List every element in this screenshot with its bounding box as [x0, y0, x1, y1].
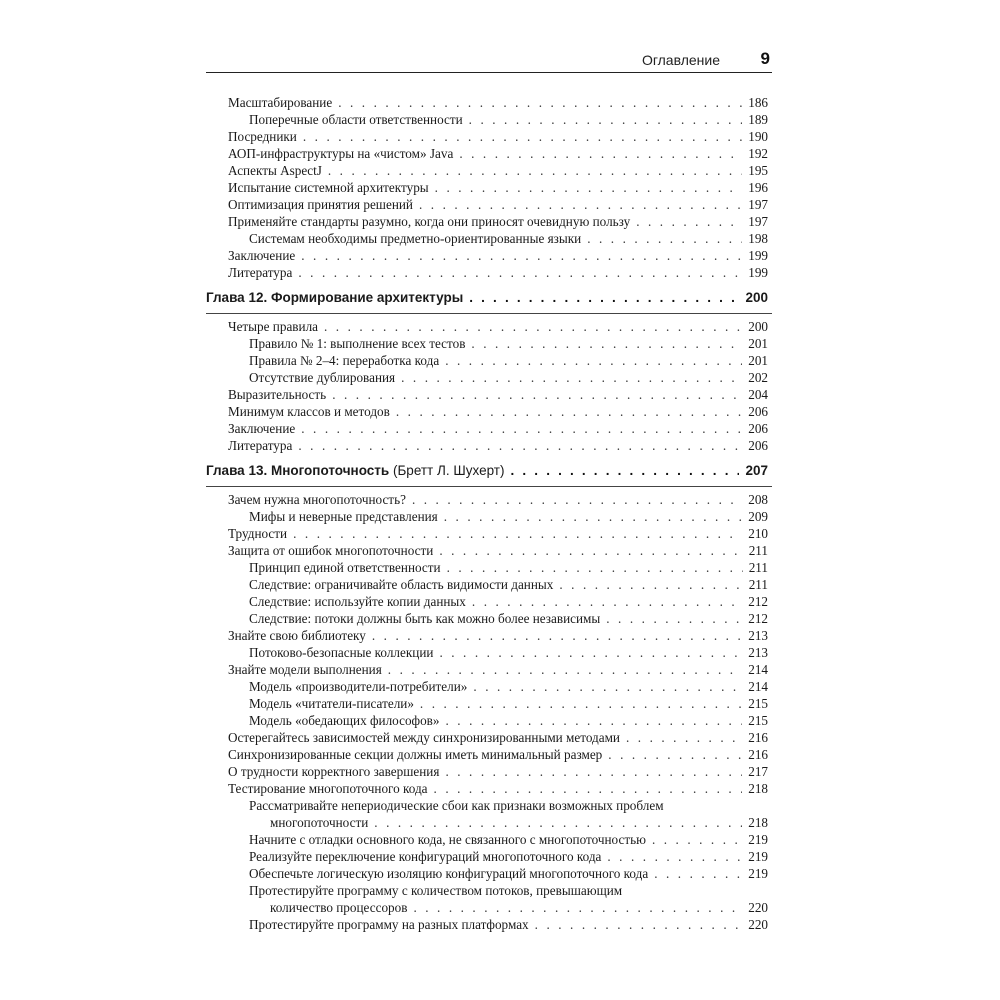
toc-entry — [206, 882, 772, 916]
dot-leader — [608, 746, 742, 763]
entry-title: Модель «производители-потребители» — [249, 679, 468, 694]
dot-leader — [338, 94, 742, 111]
toc-entry — [206, 661, 772, 678]
toc-subentry — [206, 593, 772, 610]
dot-leader — [298, 264, 742, 281]
page-number: 209 — [748, 509, 768, 524]
dot-leader — [374, 814, 742, 831]
toc-subentry — [206, 695, 772, 712]
page-number: 220 — [748, 900, 768, 915]
entry-title: Начните с отладки основного кода, не связанного с многопоточностью — [249, 832, 646, 847]
entry-title: Испытание системной архитектуры — [228, 180, 429, 195]
dot-leader — [420, 695, 742, 712]
dot-leader — [439, 542, 742, 559]
page-number: 196 — [748, 180, 768, 195]
entry-title: Масштабирование — [228, 95, 333, 110]
toc-subentry — [206, 865, 772, 882]
dot-leader — [473, 678, 742, 695]
page-number: 216 — [748, 747, 768, 762]
entry-title: Правила № 2–4: переработка кода — [249, 353, 440, 368]
entry-title: Оптимизация принятия решений — [228, 197, 413, 212]
toc-entry — [206, 162, 772, 179]
toc-chapter-heading — [206, 289, 772, 314]
page-number: 216 — [748, 730, 768, 745]
page-number: 213 — [748, 628, 768, 643]
toc-subentry — [206, 230, 772, 247]
entry-title: Потоково-безопасные коллекции — [249, 645, 434, 660]
page-number: 211 — [748, 543, 768, 558]
dot-leader — [435, 179, 743, 196]
page-number: 217 — [748, 764, 768, 779]
toc-subentry — [206, 335, 772, 352]
entry-title: Правило № 1: выполнение всех тестов — [249, 336, 466, 351]
toc-entry — [206, 213, 772, 230]
entry-title: Мифы и неверные представления — [249, 509, 438, 524]
entry-title: Модель «читатели-писатели» — [249, 696, 414, 711]
dot-leader — [328, 162, 742, 179]
page-number: 199 — [748, 265, 768, 280]
page-number: 192 — [748, 146, 768, 161]
toc-subentry — [206, 916, 772, 933]
page-number: 189 — [748, 112, 768, 127]
dot-leader — [298, 437, 742, 454]
entry-title: Синхронизированные секции должны иметь минимальный размер — [228, 747, 603, 762]
page-number: 190 — [748, 129, 768, 144]
page-number: 213 — [748, 645, 768, 660]
dot-leader — [626, 729, 742, 746]
page-number: 201 — [748, 336, 768, 351]
page-number: 219 — [748, 849, 768, 864]
entry-title: Следствие: потоки должны быть как можно более независимы — [249, 611, 601, 626]
page-number: 215 — [748, 696, 768, 711]
entry-title-line2: многопоточности — [270, 815, 369, 830]
page-number: 214 — [748, 662, 768, 677]
header-page-number: 9 — [760, 49, 770, 68]
entry-title: Выразительность — [228, 387, 327, 402]
toc-entry — [206, 525, 772, 542]
entry-title: Следствие: ограничивайте область видимости данных — [249, 577, 554, 592]
page-number: 197 — [748, 214, 768, 229]
entry-title: Протестируйте программу на разных платформах — [249, 917, 529, 932]
toc-subentry — [206, 576, 772, 593]
toc-entry — [206, 746, 772, 763]
page-number: 208 — [748, 492, 768, 507]
page-number: 202 — [748, 370, 768, 385]
dot-leader — [510, 462, 739, 480]
dot-leader — [559, 576, 742, 593]
toc-entry — [206, 403, 772, 420]
toc-entry — [206, 797, 772, 831]
entry-title: Знайте свою библиотеку — [228, 628, 366, 643]
dot-leader — [401, 369, 742, 386]
entry-title: Зачем нужна многопоточность? — [228, 492, 406, 507]
dot-leader — [636, 213, 742, 230]
toc-subentry — [206, 369, 772, 386]
dot-leader — [301, 420, 742, 437]
page-number: 220 — [748, 917, 768, 932]
entry-title: Применяйте стандарты разумно, когда они приносят очевидную пользу — [228, 214, 631, 229]
page-number: 206 — [748, 404, 768, 419]
dot-leader — [324, 318, 742, 335]
entry-title: Обеспечьте логическую изоляцию конфигураций многопоточного кода — [249, 866, 649, 881]
entry-title: Остерегайтесь зависимостей между синхронизированными методами — [228, 730, 620, 745]
page-number: 218 — [748, 781, 768, 796]
dot-leader — [445, 763, 742, 780]
dot-leader — [587, 230, 742, 247]
dot-leader — [459, 145, 742, 162]
entry-title: Поперечные области ответственности — [249, 112, 463, 127]
entry-title: Аспекты AspectJ — [228, 163, 322, 178]
entry-title: Принцип единой ответственности — [249, 560, 441, 575]
table-of-contents — [206, 94, 772, 933]
toc-subentry — [206, 508, 772, 525]
toc-entry — [206, 780, 772, 797]
toc-entry — [206, 729, 772, 746]
page-number: 200 — [745, 290, 768, 305]
toc-entry — [206, 196, 772, 213]
page-number: 186 — [748, 95, 768, 110]
chapter-title-text: Глава 13. Многопоточность — [206, 463, 390, 478]
entry-title: АОП-инфраструктуры на «чистом» Java — [228, 146, 454, 161]
dot-leader — [469, 289, 739, 307]
dot-leader — [607, 848, 742, 865]
entry-title: Модель «обедающих философов» — [249, 713, 440, 728]
dot-leader — [471, 335, 742, 352]
toc-entry — [206, 627, 772, 644]
chapter-title — [206, 289, 463, 307]
dot-leader — [652, 831, 742, 848]
dot-leader — [419, 196, 742, 213]
page-number: 195 — [748, 163, 768, 178]
toc-entry — [206, 763, 772, 780]
entry-title: О трудности корректного завершения — [228, 764, 440, 779]
toc-entry — [206, 145, 772, 162]
page-number: 204 — [748, 387, 768, 402]
dot-leader — [444, 508, 742, 525]
page-number: 199 — [748, 248, 768, 263]
page-number: 201 — [748, 353, 768, 368]
page-number: 219 — [748, 866, 768, 881]
entry-title: Защита от ошибок многопоточности — [228, 543, 434, 558]
dot-leader — [413, 899, 742, 916]
entry-title-line1: Рассматривайте непериодические сбои как признаки возможных проблем — [249, 798, 664, 813]
entry-title: Отсутствие дублирования — [249, 370, 396, 385]
toc-subentry — [206, 712, 772, 729]
page-number: 211 — [748, 560, 768, 575]
toc-entry — [206, 94, 772, 111]
toc-subentry — [206, 644, 772, 661]
toc-subentry — [206, 559, 772, 576]
dot-leader — [396, 403, 742, 420]
dot-leader — [535, 916, 743, 933]
entry-title: Следствие: используйте копии данных — [249, 594, 466, 609]
toc-subentry — [206, 352, 772, 369]
dot-leader — [606, 610, 742, 627]
entry-title: Литература — [228, 265, 293, 280]
toc-subentry — [206, 678, 772, 695]
toc-subentry — [206, 831, 772, 848]
dot-leader — [372, 627, 742, 644]
toc-entry — [206, 437, 772, 454]
page-number: 210 — [748, 526, 768, 541]
toc-entry — [206, 179, 772, 196]
toc-entry — [206, 542, 772, 559]
page-number: 206 — [748, 438, 768, 453]
entry-title: Трудности — [228, 526, 288, 541]
chapter-title-text: Глава 12. Формирование архитектуры — [206, 290, 464, 305]
toc-entry — [206, 386, 772, 403]
chapter-author: (Бретт Л. Шухерт) — [392, 463, 505, 478]
entry-title: Системам необходимы предметно-ориентированные языки — [249, 231, 582, 246]
entry-title: Посредники — [228, 129, 297, 144]
page-number: 212 — [748, 611, 768, 626]
toc-chapter-heading — [206, 462, 772, 487]
toc-subentry — [206, 111, 772, 128]
toc-subentry — [206, 848, 772, 865]
entry-title: Четыре правила — [228, 319, 319, 334]
dot-leader — [301, 247, 742, 264]
header-title: Оглавление — [641, 52, 720, 68]
entry-title: Заключение — [228, 421, 296, 436]
page-number: 200 — [748, 319, 768, 334]
entry-title: Реализуйте переключение конфигураций многопоточного кода — [249, 849, 602, 864]
toc-entry — [206, 420, 772, 437]
dot-leader — [293, 525, 742, 542]
dot-leader — [447, 559, 743, 576]
toc-entry — [206, 491, 772, 508]
page-number: 212 — [748, 594, 768, 609]
entry-title-line2: количество процессоров — [270, 900, 408, 915]
dot-leader — [469, 111, 743, 128]
dot-leader — [446, 712, 743, 729]
running-header — [206, 50, 772, 73]
page-number: 207 — [745, 463, 768, 478]
dot-leader — [303, 128, 742, 145]
dot-leader — [388, 661, 742, 678]
entry-title-line1: Протестируйте программу с количеством потоков, превышающим — [249, 883, 623, 898]
entry-title: Заключение — [228, 248, 296, 263]
page-number: 198 — [748, 231, 768, 246]
chapter-title — [206, 462, 504, 480]
page-number: 218 — [748, 815, 768, 830]
page-number: 219 — [748, 832, 768, 847]
dot-leader — [439, 644, 742, 661]
dot-leader — [332, 386, 742, 403]
entry-title: Минимум классов и методов — [228, 404, 390, 419]
toc-entry — [206, 247, 772, 264]
dot-leader — [434, 780, 743, 797]
page-number: 197 — [748, 197, 768, 212]
dot-leader — [654, 865, 742, 882]
toc-subentry — [206, 610, 772, 627]
entry-title: Тестирование многопоточного кода — [228, 781, 428, 796]
toc-entry — [206, 318, 772, 335]
dot-leader — [412, 491, 742, 508]
entry-title: Литература — [228, 438, 293, 453]
toc-entry — [206, 128, 772, 145]
entry-title: Знайте модели выполнения — [228, 662, 382, 677]
dot-leader — [445, 352, 742, 369]
dot-leader — [472, 593, 742, 610]
page-number: 215 — [748, 713, 768, 728]
toc-entry — [206, 264, 772, 281]
page-number: 206 — [748, 421, 768, 436]
page-number: 214 — [748, 679, 768, 694]
page-number: 211 — [748, 577, 768, 592]
